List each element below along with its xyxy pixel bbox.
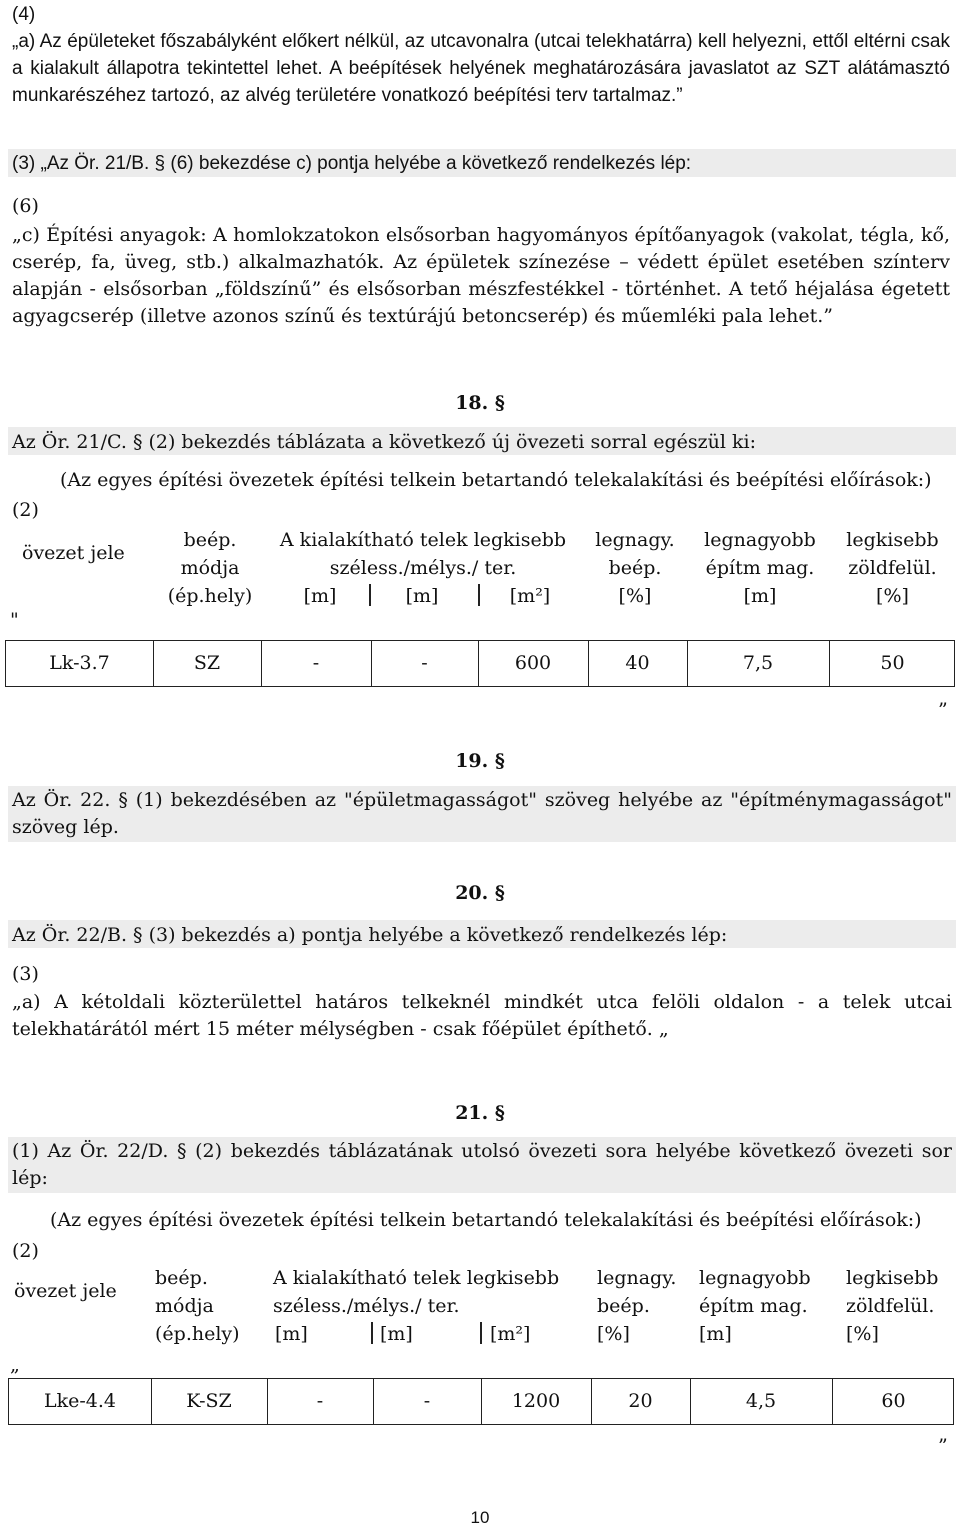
header-height-2: építm mag. [699, 1295, 808, 1317]
cell-depth: - [421, 652, 428, 674]
header-green-3: [%] [876, 585, 909, 607]
header-height-1: legnagyobb [704, 529, 816, 551]
header-max-2: beép. [608, 557, 662, 579]
cell-mode: SZ [193, 652, 221, 674]
table-caption: (Az egyes építési övezetek építési telkein betartandó telekalakítási és beépítési előírások:) [60, 469, 932, 491]
item-a-text: „a) Az épületeket főszabályként előkert nélkül, az utcavonalra (utcai telekhatárra) kell helyezni, ettől eltérni csak a kialakult állapotra tekintettel lehet. A beépítések helyének meghatározására javaslatot az SZT alátámasztó munkarészéhez tartozó, az alvég területére vonatkozó beépítési terv tartalmaz.” [12, 31, 950, 106]
header-unit-depth: [m] [380, 1323, 413, 1345]
header-unit-width: [m] [303, 585, 337, 607]
header-zone: övezet jele [22, 542, 125, 564]
header-max-3: [%] [618, 585, 652, 607]
close-quote: ” [938, 1435, 948, 1457]
cell-area: 600 [514, 652, 552, 674]
amend-instruction: (3) „Az Ör. 21/B. § (6) bekezdése c) pontja helyébe a következő rendelkezés lép: [12, 153, 692, 174]
paragraph-number: (3) [12, 963, 39, 985]
open-quote: " [10, 609, 19, 631]
header-plot-1: A kialakítható telek legkisebb [279, 529, 567, 551]
cell-zone: Lke-4.4 [43, 1390, 116, 1412]
unit-separator [371, 1322, 373, 1344]
cell-green: 50 [880, 652, 905, 674]
cell-max-built: 20 [628, 1390, 653, 1412]
header-unit-depth: [m] [405, 585, 439, 607]
open-quote: „ [10, 1354, 20, 1376]
header-plot-2: széless./mélys./ ter. [329, 557, 517, 579]
item-c-text: „c) Építési anyagok: A homlokzatokon elsősorban hagyományos építőanyagok (vakolat, tégla, kő, cserép, fa, üveg, stb.) alkalmazhatók. Az épületek színezése – védett épület esetében színterv alapján - elsősorban „földszínű” és elsősorban mészfestékkel - történhet. A tető héjalása égetett agyagcserép (illetve azonos színű és textúrájú betoncserép) és műemléki pala lehet.” [12, 224, 950, 327]
item-a-text: „a) A kétoldali közterülettel határos telkeknél mindkét utca felöli oldalon - a telek utcai telekhatárától mért 15 méter mélységben - csak főépület építhető. „ [12, 991, 952, 1040]
header-height-3: [m] [699, 1323, 732, 1345]
section-heading: 20. § [455, 882, 505, 904]
section-text: Az Ör. 22. § (1) bekezdésében az "épületmagasságot" szöveg helyébe az "építménymagasságot" szöveg lép. [12, 789, 952, 838]
cell-mode: K-SZ [186, 1390, 232, 1412]
cell-max-built: 40 [625, 652, 650, 674]
header-max-3: [%] [597, 1323, 630, 1345]
section-heading: 21. § [455, 1102, 505, 1124]
header-plot-1: A kialakítható telek legkisebb [273, 1267, 560, 1289]
unit-separator [478, 584, 480, 606]
section-heading: 18. § [455, 392, 505, 414]
header-green-1: legkisebb [846, 529, 939, 551]
header-mode-1: beép. [155, 1267, 208, 1289]
header-max-1: legnagy. [595, 529, 675, 551]
cell-width: - [312, 652, 320, 674]
header-unit-area: [m²] [490, 1323, 531, 1345]
table-row [8, 1378, 954, 1425]
header-green-3: [%] [846, 1323, 879, 1345]
header-green-1: legkisebb [846, 1267, 939, 1289]
section-heading: 19. § [455, 750, 505, 772]
header-mode-3: (ép.hely) [167, 585, 253, 607]
table-row [5, 640, 955, 687]
header-mode-2: módja [155, 1295, 214, 1317]
paragraph-number: (2) [12, 499, 39, 521]
header-green-2: zöldfelül. [848, 557, 937, 579]
section-instruction: Az Ör. 21/C. § (2) bekezdés táblázata a következő új övezeti sorral egészül ki: [12, 431, 756, 453]
cell-zone: Lk-3.7 [49, 652, 110, 674]
cell-width: - [316, 1390, 324, 1412]
header-unit-area: [m²] [509, 585, 551, 607]
unit-separator [369, 584, 371, 606]
header-height-3: [m] [743, 585, 777, 607]
section-instruction: (1) Az Ör. 22/D. § (2) bekezdés táblázatának utolsó övezeti sora helyébe következő övezeti sor lép: [12, 1140, 952, 1189]
header-mode-2: módja [180, 557, 240, 579]
table-caption: (Az egyes építési övezetek építési telkein betartandó telekalakítási és beépítési előírások:) [50, 1209, 922, 1231]
header-height-1: legnagyobb [699, 1267, 811, 1289]
cell-green: 60 [881, 1390, 906, 1412]
cell-depth: - [423, 1390, 431, 1412]
paragraph-number: (4) [12, 4, 36, 25]
cell-height: 7,5 [742, 652, 774, 674]
section-instruction: Az Ör. 22/B. § (3) bekezdés a) pontja helyébe a következő rendelkezés lép: [12, 924, 728, 946]
cell-height: 4,5 [745, 1390, 777, 1412]
header-mode-1: beép. [183, 529, 237, 551]
header-unit-width: [m] [275, 1323, 308, 1345]
header-max-2: beép. [597, 1295, 650, 1317]
paragraph-number: (2) [12, 1240, 39, 1262]
paragraph-number: (6) [12, 195, 39, 217]
unit-separator [480, 1322, 482, 1344]
header-mode-3: (ép.hely) [155, 1323, 240, 1345]
cell-area: 1200 [511, 1390, 561, 1412]
header-height-2: építm mag. [705, 557, 815, 579]
page-number: 10 [470, 1508, 490, 1527]
header-plot-2: széless./mélys./ ter. [273, 1295, 460, 1317]
header-zone: övezet jele [14, 1280, 117, 1302]
header-green-2: zöldfelül. [846, 1295, 935, 1317]
header-max-1: legnagy. [597, 1267, 677, 1289]
close-quote: ” [938, 699, 948, 721]
